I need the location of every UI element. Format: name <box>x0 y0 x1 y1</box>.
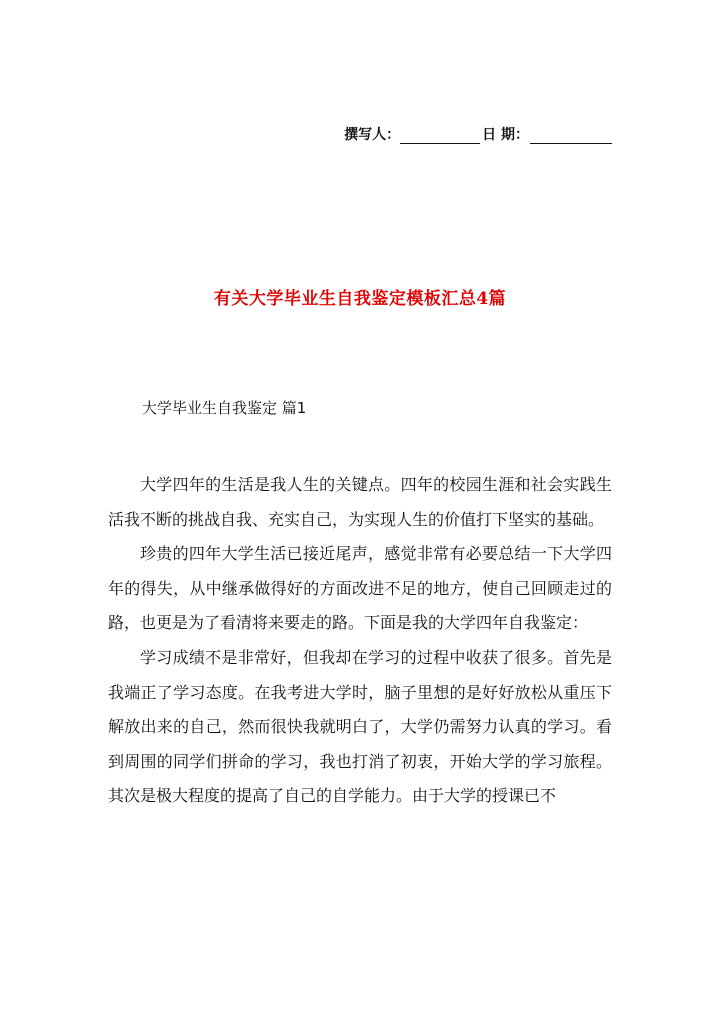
date-label: 日 期： <box>482 127 529 143</box>
author-blank <box>400 129 480 144</box>
paragraph: 珍贵的四年大学生活已接近尾声，感觉非常有必要总结一下大学四年的得失，从中继承做得好的方面改进不足的地方，使自己回顾走过的路，也更是为了看清将来要走的路。下面是我的大学四年自我鉴定： <box>108 544 612 633</box>
document-body <box>108 468 612 814</box>
paragraph: 学习成绩不是非常好，但我却在学习的过程中收获了很多。首先是我端正了学习态度。在我考进大学时，脑子里想的是好好放松从重压下解放出来的自己，然而很快我就明白了，大学仍需努力认真的学习。看到周围的同学们拼命的学习，我也打消了初衷，开始大学的学习旅程。其次是极大程度的提高了自己的自学能力。由于大学的授课已不 <box>108 647 612 806</box>
author-date-line <box>300 124 612 144</box>
author-label: 撰写人： <box>344 127 401 143</box>
paragraph: 大学四年的生活是我人生的关键点。四年的校园生涯和社会实践生活我不断的挑战自我、充实自己，为实现人生的价值打下坚实的基础。 <box>108 475 612 529</box>
date-blank <box>530 129 612 144</box>
document-title: 有关大学毕业生自我鉴定模板汇总4篇 <box>213 289 507 309</box>
section-heading: 大学毕业生自我鉴定 篇1 <box>142 399 307 417</box>
